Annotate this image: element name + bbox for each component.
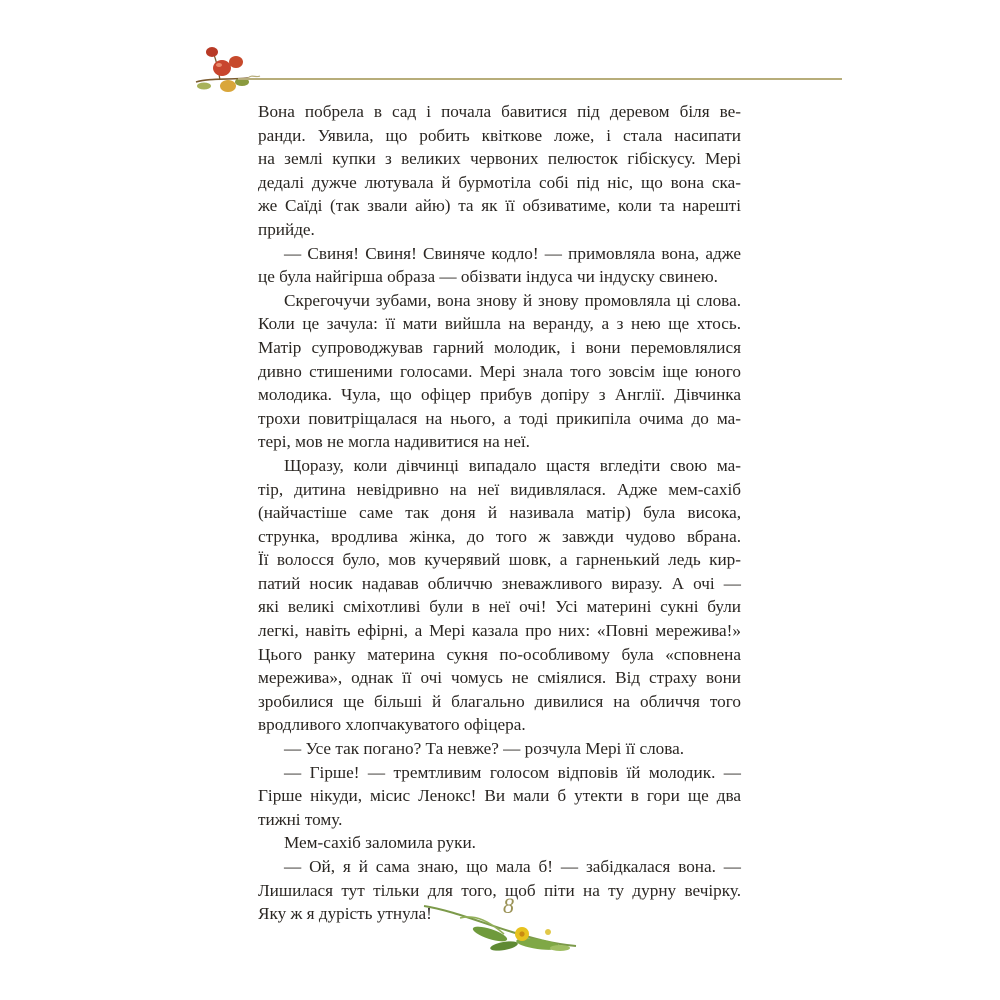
text-line: це була найгірша образа — обізвати індуса чи індуску свинею. bbox=[258, 267, 718, 287]
header-rule bbox=[238, 78, 842, 80]
text-line: тижні тому. bbox=[258, 809, 343, 829]
text-line: — Гірше! — тремтливим голосом відповів їй молодик. — bbox=[284, 762, 741, 782]
text-line: Її волосся було, мов кучерявий шовк, а гарненький ледь кир- bbox=[258, 550, 741, 570]
page-number: 8 bbox=[503, 893, 514, 918]
rosehip-branch-icon bbox=[190, 38, 262, 98]
text-line: тір, дитина невідривно на неї видивлялася. Адже мем-сахіб bbox=[258, 479, 741, 499]
text-line: Коли це зачула: її мати вийшла на веранду, а з нею ще хтось. bbox=[258, 314, 741, 334]
text-line: струнка, вродлива жінка, до того ж завжди чудово вбрана. bbox=[258, 526, 741, 546]
text-line: Вона побрела в сад і почала бавитися під деревом біля ве- bbox=[258, 102, 741, 121]
text-line: дедалі дужче лютувала й бурмотіла собі під ніс, що вона ска- bbox=[258, 172, 741, 192]
text-line: тері, мов не могла надивитися на неї. bbox=[258, 432, 530, 452]
text-line: — Усе так погано? Та невже? — розчула Мері її слова. bbox=[284, 739, 685, 759]
text-line: мережива», однак її очі чомусь не сміялися. Від страху вони bbox=[258, 668, 741, 688]
text-line: Яку ж я дурість утнула! bbox=[258, 904, 432, 924]
text-line: на землі купки з великих червоних пелюсток гібіскусу. Мері bbox=[258, 149, 741, 169]
text-line: ранди. Уявила, що робить квіткове ложе, і стала насипати bbox=[258, 125, 741, 145]
text-line: легкі, навіть ефірні, а Мері казала про них: «Повні мережива!» bbox=[258, 621, 741, 641]
text-line: трохи повитріщалася на нього, а тоді прикипіла очима до ма- bbox=[258, 408, 741, 428]
text-line: Лишилася тут тільки для того, щоб піти на ту дурну вечірку. bbox=[258, 880, 741, 900]
text-line: патий носик надавав обличчю зневажливого виразу. А очі — bbox=[258, 573, 741, 593]
text-line: які великі сміхотливі були в неї очі! Усі материні сукні були bbox=[258, 597, 741, 617]
text-line: — Свиня! Свиня! Свиняче кодло! — примовляла вона, адже bbox=[284, 243, 741, 263]
text-line: дивно стишеними голосами. Мері знала того зовсім іще юного bbox=[258, 361, 741, 381]
text-line: Матір супроводжував гарний молодик, і вони перемовлялися bbox=[258, 337, 741, 357]
text-line: Скрегочучи зубами, вона знову й знову промовляла ці слова. bbox=[284, 290, 741, 310]
flower-sprig-icon bbox=[420, 888, 580, 958]
text-line: зробилися ще більші й благально дивилися на обличчя того bbox=[258, 691, 741, 711]
text-line: вродливого хлопчакуватого офіцера. bbox=[258, 715, 526, 735]
text-line: молодика. Чула, що офіцер прибув допіру з Англії. Дівчинка bbox=[258, 385, 741, 405]
text-line: (найчастіше саме так доня й називала матір) була висока, bbox=[258, 503, 741, 523]
text-line: Цього ранку материна сукня по-особливому була «сповнена bbox=[258, 644, 741, 664]
body-text bbox=[258, 100, 741, 926]
text-line: Гірше нікуди, місис Ленокс! Ви мали б утекти в гори ще два bbox=[258, 786, 741, 806]
text-line: Мем-сахіб заломила руки. bbox=[284, 833, 476, 853]
text-line: же Саїді (так звали айю) та як її обзиватиме, коли та нарешті bbox=[258, 196, 741, 216]
text-line: Щоразу, коли дівчинці випадало щастя вгледіти свою ма- bbox=[284, 455, 741, 475]
text-line: прийде. bbox=[258, 219, 315, 239]
text-line: — Ой, я й сама знаю, що мала б! — забідкалася вона. — bbox=[284, 857, 741, 876]
